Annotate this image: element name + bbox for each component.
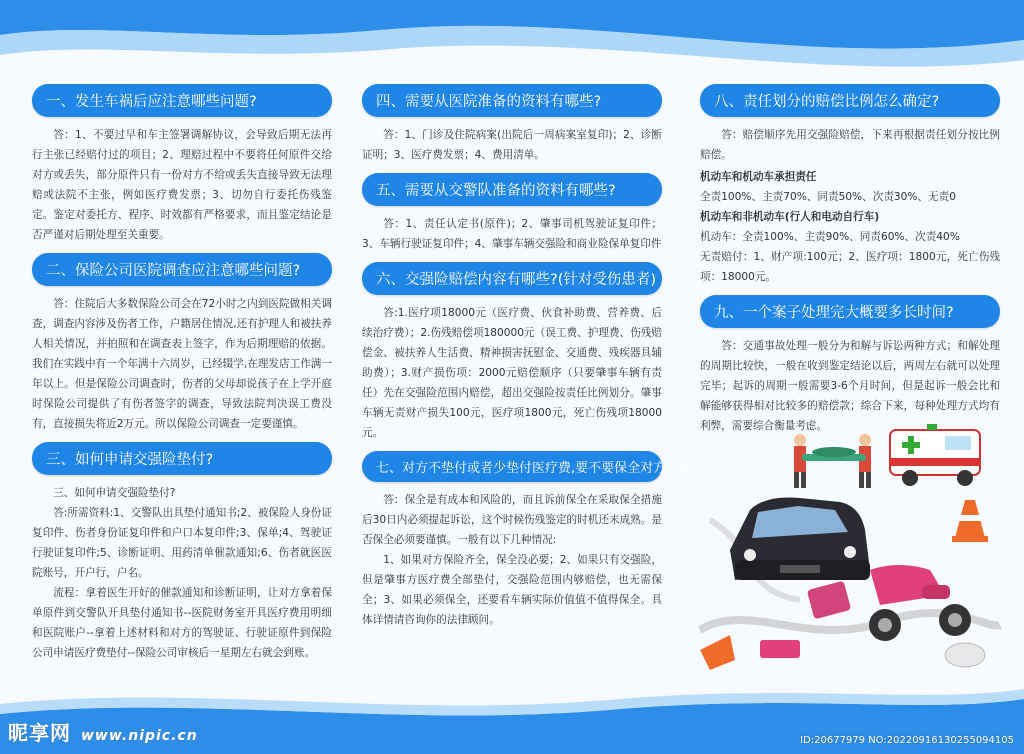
section-8-heading-1: 机动车和机动车承担责任 <box>700 171 817 183</box>
section-8-title: 八、责任划分的赔偿比例怎么确定? <box>700 84 1000 117</box>
bag-icon <box>945 643 985 667</box>
scooter-icon <box>869 565 971 641</box>
accident-illustration <box>690 420 1010 680</box>
section-8-line-2: 机动车：全责100%、主责90%、同责60%、次责40% <box>700 231 960 243</box>
watermark-id: ID:20677979 NO:20220916130255094105 <box>800 735 1014 746</box>
watermark-url: www.nipic.cn <box>81 728 198 744</box>
traffic-cone-icon <box>952 500 988 542</box>
section-8-line-3: 无责赔付：1、财产项:100元；2、医疗项：1800元，死亡伤残项：18000元。 <box>700 251 1000 283</box>
box-icon <box>807 581 851 620</box>
section-5-body: 答：1、责任认定书(原件)；2、肇事司机驾驶证复印件；3、车辆行驶证复印件；4、肇事车辆交强险和商业险保单复印件 <box>362 218 662 250</box>
box-icon <box>760 640 800 658</box>
watermark-brand: 昵享网 <box>8 721 71 745</box>
paramedics-icon <box>794 434 871 488</box>
section-4-body: 答：1、门诊及住院病案(出院后一周病案室复印)；2、诊断证明；3、医疗费发票；4、费用清单。 <box>362 129 662 161</box>
car-icon <box>730 498 870 581</box>
section-3-body: 答:所需资料:1、交警队出具垫付通知书;2、被保险人身份证复印件、伤者身份证复印件和户口本复印件;3、保单;4、驾驶证行驶证复印件;5、诊断证明、用药清单催款通知;6、伤者就医医院账号，开户行，户名。 <box>32 507 332 579</box>
section-8-heading-2: 机动车和非机动车(行人和电动自行车) <box>700 211 880 223</box>
column-left <box>32 80 332 671</box>
section-3-subtitle: 三、如何申请交强险垫付? <box>53 487 176 499</box>
section-8-body: 答：赔偿顺序先用交强险赔偿，下来再根据责任划分按比例赔偿。 <box>700 129 1000 161</box>
section-7-body-2: 1、如果对方保险齐全，保全没必要；2、如果只有交强险，但是肇事方医疗费全部垫付，交强险范围内够赔偿，也无需保全；3、如果必须保全，还要看车辆实际价值值不值得保全。具体详情请咨询你的法律顾问。 <box>362 554 662 626</box>
column-middle <box>362 80 700 638</box>
section-8-line-1: 全责100%、主责70%、同责50%、次责30%、无责0 <box>700 191 956 203</box>
section-9-body: 答：交通事故处理一般分为和解与诉讼两种方式；和解处理的周期比较快，一般在收到鉴定结论以后，两周左右就可以处理完毕；起诉的周期一般需要3-6个月时间，但是起诉一般会比和解能够获得相对比较多的赔偿款；综合下来，每种处理方式均有利弊，需要综合衡量考虑。 <box>700 340 1000 432</box>
section-5-title: 五、需要从交警队准备的资料有哪些? <box>362 173 662 206</box>
section-2-body: 答：住院后大多数保险公司会在72小时之内到医院做相关调查，调查内容涉及伤者工作，户籍居住情况,还有护理人和被扶养人相关情况，并拍照和在调查表上签字，作为后期理赔的依据。我们在实践中有一个年满十六周岁，已经辍学,在理发店工作满一年以上。但是保险公司调查时，伤者的父母却说孩子在上学开庭时保险公司提供了有伤者签字的调查，导致法院判决误工费没有，直接损失将近2万元。所以保险公司调查一定要谨慎。 <box>32 298 332 430</box>
section-6-title: 六、交强险赔偿内容有哪些?(针对受伤患者) <box>362 262 662 295</box>
section-1-body: 答：1、不要过早和车主签署调解协议，会导致后期无法再行主张已经赔付过的项目；2、理赔过程中不要将任何原件交给对方或丢失，部分原件只有一份对方不给或丢失直接导致无法理赔或法院不主张，例如医疗费发票；3、切勿自行委托伤残鉴定。鉴定对委托方、程序、时效都有严格要求，而且鉴定结论是否严谨对后期处理至关重要。 <box>32 129 332 241</box>
watermark-logo <box>8 717 198 746</box>
section-6-body: 答:1.医疗项18000元（医疗费、伙食补助费、营养费、后续治疗费）；2.伤残赔偿项180000元（误工费、护理费、伤残赔偿金、被扶养人生活费、精神损害抚慰金、交通费、残疾器具辅助费）；3.财产损伤项：2000元赔偿顺序（只要肇事车辆有责任）先在交强险范围内赔偿，超出交强险按责任比例划分。肇事车辆无责财产损失100元，医疗项1800元，死亡伤残项18000元。 <box>362 307 662 439</box>
section-7-title: 七、对方不垫付或者少垫付医疗费,要不要保全对方车辆? <box>362 451 662 482</box>
section-7-body: 答：保全是有成本和风险的，而且诉前保全在采取保全措施后30日内必须提起诉讼，这个时候伤残鉴定的时机还未成熟。是否保全必须要谨慎。一般有以下几种情况: <box>362 494 662 546</box>
section-9-title: 九、一个案子处理完大概要多长时间? <box>700 295 1000 328</box>
section-1-title: 一、发生车祸后应注意哪些问题? <box>32 84 332 117</box>
section-2-title: 二、保险公司医院调查应注意哪些问题? <box>32 253 332 286</box>
column-right <box>700 80 1000 444</box>
section-4-title: 四、需要从医院准备的资料有哪些? <box>362 84 662 117</box>
traffic-cone-icon <box>700 635 735 670</box>
section-3-flow: 流程：拿着医生开好的催款通知和诊断证明，让对方拿着保单原件到交警队开具垫付通知书--医院财务室开具医疗费用明细和医院账户--拿着上述材料和对方的驾驶证、行驶证原件到保险公司申请医疗费垫付--保险公司审核后一星期左右就会到账。 <box>32 587 332 659</box>
ambulance-icon <box>890 424 980 486</box>
section-3-title: 三、如何申请交强险垫付? <box>32 442 332 475</box>
top-wave-decoration <box>0 0 1024 90</box>
